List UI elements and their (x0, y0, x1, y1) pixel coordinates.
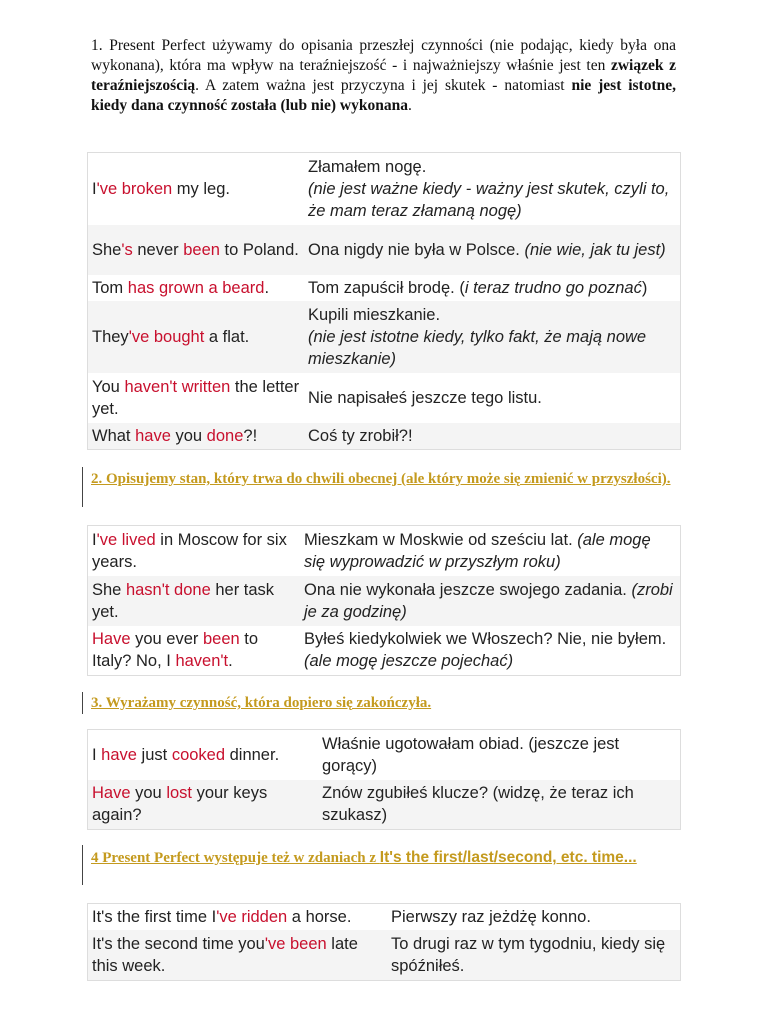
english-sentence (88, 275, 305, 301)
verb-highlight: been (183, 240, 220, 259)
polish-translation (318, 780, 681, 830)
sentence-text: a horse. (287, 908, 352, 926)
translation-text: To drugi raz w tym tygodniu, kiedy się spóźniłeś. (391, 934, 666, 975)
english-sentence (88, 730, 319, 780)
heading-marker-2 (82, 467, 83, 507)
polish-translation (318, 730, 681, 780)
sentence-text: to Italy? No, I (92, 630, 259, 671)
polish-translation (387, 930, 681, 980)
verb-highlight: has grown a beard (127, 278, 265, 297)
translation-text: Mieszkam w Moskwie od sześciu lat. (304, 530, 578, 549)
verb-highlight: done (206, 426, 244, 445)
sentence-text: Tom (92, 278, 128, 297)
heading-marker-4 (82, 845, 83, 885)
sentence-text: It's the first time I (92, 908, 217, 926)
english-sentence (88, 780, 319, 830)
polish-translation (304, 301, 681, 373)
translation-note: i teraz trudno go poznać (464, 278, 642, 297)
sentence-text: late this week. (92, 934, 358, 975)
verb-highlight: 've broken (96, 179, 173, 198)
polish-translation (304, 153, 681, 225)
sentence-text: just (136, 745, 172, 764)
table-row (88, 423, 681, 450)
table-row (88, 301, 681, 373)
table-row (88, 930, 681, 980)
sentence-text: your keys again? (92, 784, 268, 825)
polish-translation (304, 275, 681, 301)
sentence-text: . (228, 652, 233, 671)
english-sentence (88, 423, 305, 450)
english-sentence (88, 904, 388, 931)
sentence-text: to Poland. (219, 240, 299, 259)
english-sentence (88, 225, 305, 275)
sentence-text: What (92, 426, 136, 445)
intro-paragraph: 1. Present Perfect używamy do opisania przeszłej czynności (nie podając, kiedy była ona wykonana), która ma wpływ na teraźniejszość - i najważniejszy właśnie jest ten związek z teraźniejszością. A zatem ważna jest przyczyna i jej skutek - natomiast nie jest istotne, kiedy dana czynność została (lub nie) wykonana. (91, 37, 676, 114)
polish-translation (304, 423, 681, 450)
translation-text: Ona nigdy nie była w Polsce. (308, 240, 525, 259)
sentence-text: . (264, 278, 270, 297)
polish-translation (387, 904, 681, 931)
heading-section-2: 2. Opisujemy stan, który trwa do chwili obecnej (ale który może się zmienić w przyszłości). (91, 471, 671, 487)
verb-highlight: 've been (264, 934, 327, 953)
heading-section-3: 3. Wyrażamy czynność, która dopiero się zakończyła. (91, 695, 432, 711)
sentence-text: never (132, 240, 184, 259)
translation-note: (nie jest ważne kiedy - ważny jest skutek, czyli to, że mam teraz złamaną nogę) (308, 179, 670, 220)
translation-text: Znów zgubiłeś klucze? (widzę, że teraz ich szukasz) (322, 784, 634, 825)
table-row (88, 626, 681, 676)
polish-translation (300, 576, 681, 626)
translation-note: (nie wie, jak tu jest) (524, 240, 666, 259)
table-row (88, 730, 681, 780)
verb-highlight: haven't written (124, 377, 231, 396)
verb-highlight: 've lived (96, 530, 156, 549)
english-sentence (88, 526, 301, 576)
table-row (88, 373, 681, 423)
verb-highlight: 's (121, 240, 133, 259)
verb-highlight: hasn't done (125, 580, 211, 599)
translation-text: Ona nie wykonała jeszcze swojego zadania. (304, 580, 632, 599)
polish-translation (300, 626, 681, 676)
translation-text: Byłeś kiedykolwiek we Włoszech? Nie, nie byłem. (304, 630, 667, 649)
sentence-text: ?! (243, 426, 258, 445)
sentence-text: They (92, 327, 129, 346)
table-row (88, 526, 681, 576)
translation-text: Złamałem nogę. (308, 157, 427, 176)
verb-highlight: have (135, 426, 171, 445)
verb-highlight: have (101, 745, 137, 764)
sentence-text: a flat. (204, 327, 250, 346)
sentence-text: you (170, 426, 207, 445)
table-row (88, 904, 681, 931)
sentence-text: I (92, 530, 97, 549)
english-sentence (88, 930, 388, 980)
polish-translation (304, 225, 681, 275)
verb-highlight: lost (166, 784, 192, 803)
sentence-text: She (92, 240, 122, 259)
sentence-text: You (92, 377, 125, 396)
translation-note: (zrobi je za godzinę) (304, 580, 673, 621)
table-section-2 (87, 525, 681, 676)
translation-text: Tom zapuścił brodę. ( (308, 278, 465, 297)
translation-text: Kupili mieszkanie. (308, 305, 441, 324)
sentence-text: in Moscow for six years. (92, 530, 287, 571)
translation-text: Pierwszy raz jeżdżę konno. (391, 908, 591, 926)
translation-note: (ale mogę się wyprowadzić w przyszłym roku) (304, 530, 651, 571)
sentence-text: dinner. (225, 745, 280, 764)
table-row (88, 225, 681, 275)
english-sentence (88, 626, 301, 676)
table-section-3 (87, 729, 681, 830)
sentence-text: the letter yet. (92, 377, 300, 418)
sentence-text: my leg. (172, 179, 230, 198)
sentence-text: you ever (130, 630, 203, 649)
sentence-text: It's the second time you (92, 934, 265, 953)
translation-text: Właśnie ugotowałam obiad. (jeszcze jest gorący) (322, 734, 620, 775)
verb-highlight: been (203, 630, 240, 649)
table-section-4 (87, 903, 681, 981)
table-section-1 (87, 152, 681, 450)
sentence-text: her task yet. (92, 580, 275, 621)
heading-section-4: 4 Present Perfect występuje też w zdaniach z It's the first/last/second, etc. time... (91, 849, 637, 866)
sentence-text: I (92, 179, 97, 198)
verb-highlight: Have (92, 784, 131, 803)
english-sentence (88, 301, 305, 373)
polish-translation (304, 373, 681, 423)
sentence-text: She (92, 580, 126, 599)
table-row (88, 780, 681, 830)
verb-highlight: Have (92, 630, 131, 649)
english-sentence (88, 153, 305, 225)
polish-translation (300, 526, 681, 576)
translation-text: Coś ty zrobił?! (308, 426, 413, 445)
sentence-text: you (130, 784, 167, 803)
translation-note: (ale mogę jeszcze pojechać) (304, 652, 514, 671)
verb-highlight: 've ridden (216, 908, 288, 926)
verb-highlight: 've bought (128, 327, 205, 346)
verb-highlight: haven't (175, 652, 229, 671)
translation-text: Nie napisałeś jeszcze tego listu. (308, 388, 542, 407)
heading-marker-3 (82, 692, 83, 714)
table-row (88, 275, 681, 301)
english-sentence (88, 576, 301, 626)
english-sentence (88, 373, 305, 423)
table-row (88, 576, 681, 626)
translation-tail: ) (641, 278, 648, 297)
translation-note: (nie jest istotne kiedy, tylko fakt, że mają nowe mieszkanie) (308, 327, 647, 368)
sentence-text: I (92, 745, 102, 764)
verb-highlight: cooked (171, 745, 226, 764)
table-row (88, 153, 681, 225)
